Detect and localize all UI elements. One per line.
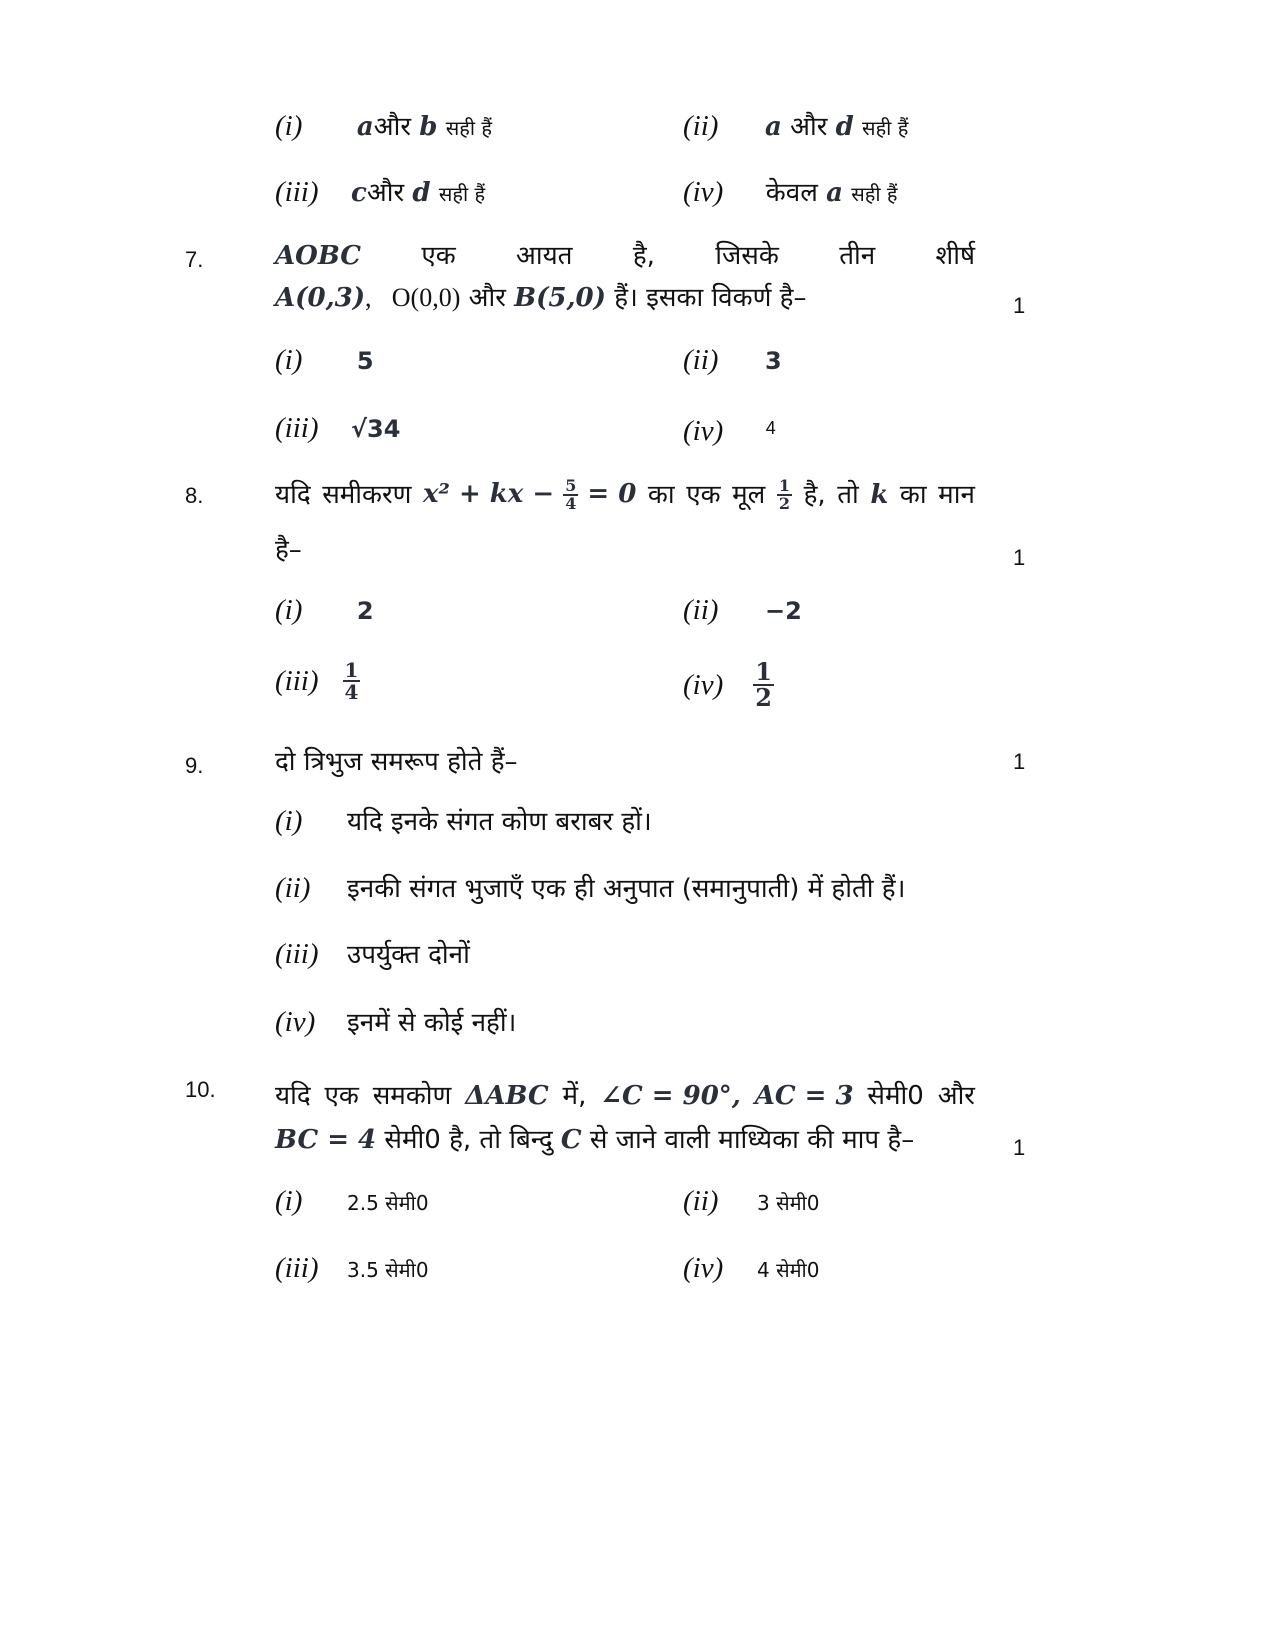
option-text: इनमें से कोई नहीं।	[347, 1008, 517, 1038]
q7-option-iii	[275, 412, 400, 445]
q10-math: ΔABC	[465, 1081, 549, 1111]
option-label: (iv)	[275, 1006, 316, 1038]
q10-line-1	[275, 1080, 975, 1112]
q6-option-iv	[683, 176, 898, 210]
math-var: d	[412, 178, 431, 208]
option-label: (ii)	[683, 344, 719, 376]
root-fraction	[777, 478, 792, 512]
q9-option-iv	[275, 1006, 516, 1039]
q7-word: AOBC	[275, 241, 361, 271]
q7-option-i	[275, 344, 374, 377]
option-label: (ii)	[683, 110, 719, 142]
option-fraction	[343, 660, 361, 702]
option-label: (i)	[275, 1185, 303, 1217]
option-value: 3 सेमी0	[757, 1191, 820, 1215]
option-label: (i)	[275, 594, 303, 626]
option-value: 4	[765, 418, 776, 438]
option-text: सही हैं	[438, 182, 486, 206]
q7-word: जिसके	[715, 241, 779, 271]
marks: 1	[1013, 545, 1026, 570]
option-label: (i)	[275, 805, 303, 837]
option-label: (i)	[275, 110, 303, 142]
q8-word: समीकरण	[322, 480, 412, 510]
q6-option-ii	[683, 110, 908, 144]
option-text: इनकी संगत भुजाएँ एक ही अनुपात (समानुपाती) में होती हैं।	[347, 874, 906, 904]
math-point: O(0,0)	[391, 283, 461, 312]
q10-option-ii	[683, 1185, 819, 1219]
option-label: (iii)	[275, 938, 319, 970]
marks: 1	[1013, 293, 1026, 318]
fraction-denominator: 2	[755, 683, 772, 712]
q8-equation	[423, 478, 636, 512]
option-text: और	[366, 178, 405, 208]
comma: ,	[365, 283, 372, 312]
q9-option-ii	[275, 872, 905, 905]
q10-text: से जाने वाली माध्यिका की माप है–	[589, 1125, 915, 1155]
q7-and: और	[468, 283, 506, 313]
q6-option-iii	[275, 176, 485, 210]
option-label: (i)	[275, 344, 303, 376]
q9-option-i	[275, 805, 652, 838]
fraction-denominator: 4	[565, 494, 577, 513]
q7-line-1	[275, 240, 975, 272]
math-var: b	[419, 112, 438, 142]
option-label: (iv)	[683, 1252, 724, 1284]
q8-line-2: है–	[275, 535, 302, 565]
q8-word: तो	[837, 480, 859, 510]
q10-math: AC = 3	[754, 1081, 854, 1111]
q8-word: है,	[803, 480, 826, 510]
option-label: (ii)	[683, 1185, 719, 1217]
fraction-denominator: 4	[344, 680, 359, 704]
option-label: (iv)	[683, 176, 724, 208]
option-label: (iii)	[275, 412, 319, 444]
q7-option-ii	[683, 344, 782, 377]
option-fraction	[753, 657, 774, 712]
math-var: C	[560, 1125, 582, 1155]
option-label: (ii)	[275, 872, 311, 904]
math-point: B(5,0)	[514, 283, 606, 313]
fraction-numerator: 1	[344, 658, 359, 682]
option-text: और	[790, 112, 828, 142]
q10-math: ∠C = 90°,	[600, 1081, 741, 1111]
q7-word: एक	[421, 241, 456, 271]
question-number: 8.	[185, 483, 204, 508]
q10-word: यदि	[275, 1081, 311, 1111]
option-text: केवल	[765, 178, 818, 208]
q10-option-iv	[683, 1252, 819, 1286]
q9-option-iii	[275, 938, 470, 971]
option-text: सही हैं	[445, 116, 493, 140]
option-label: (iii)	[275, 1252, 319, 1284]
q10-line-2	[275, 1124, 914, 1156]
question-number: 9.	[185, 753, 204, 778]
q8-option-iii	[275, 660, 360, 702]
equation-right: = 0	[587, 479, 637, 509]
q10-word: और	[937, 1081, 975, 1111]
q8-word: मान	[938, 480, 975, 510]
option-value: 4 सेमी0	[757, 1258, 820, 1282]
option-label: (iii)	[275, 665, 319, 697]
math-var: a	[826, 178, 843, 208]
q6-option-i	[275, 110, 492, 144]
q10-option-i	[275, 1185, 429, 1219]
q8-word: एक	[686, 480, 721, 510]
option-text: उपर्युक्त दोनों	[347, 940, 470, 970]
q10-word: समकोण	[372, 1081, 452, 1111]
q8-word: का	[647, 480, 675, 510]
fraction-numerator: 5	[565, 476, 577, 495]
q8-word: का	[899, 480, 927, 510]
q7-word: है,	[632, 241, 655, 271]
option-value: √34	[351, 415, 401, 443]
option-value: 3	[764, 347, 782, 375]
option-value: 5	[356, 347, 374, 375]
option-label: (ii)	[683, 594, 719, 626]
option-value: 3.5 सेमी0	[347, 1258, 429, 1282]
equation-left: x² + kx −	[423, 479, 555, 509]
q7-option-iv	[683, 412, 776, 448]
marks: 1	[1013, 749, 1026, 774]
math-var: a	[356, 112, 374, 142]
math-var: a	[764, 112, 782, 142]
q8-option-i	[275, 594, 374, 627]
option-label: (iii)	[275, 176, 319, 208]
q9-question: दो त्रिभुज समरूप होते हैं–	[275, 747, 518, 777]
q10-math: BC = 4	[275, 1125, 377, 1155]
q8-option-ii	[683, 594, 802, 627]
option-text: सही हैं	[851, 182, 898, 206]
question-number: 10.	[185, 1077, 216, 1102]
option-text: सही हैं	[862, 116, 909, 140]
q8-option-iv	[683, 657, 774, 712]
math-var: k	[870, 480, 889, 510]
option-label: (iv)	[683, 669, 724, 701]
marks: 1	[1013, 1135, 1026, 1160]
q10-word: में,	[562, 1081, 587, 1111]
q10-option-iii	[275, 1252, 429, 1286]
math-point: A(0,3)	[275, 283, 366, 313]
option-value: 2.5 सेमी0	[347, 1191, 429, 1215]
fraction-numerator: 1	[755, 657, 772, 686]
option-value: −2	[764, 597, 802, 625]
question-number: 7.	[185, 247, 204, 272]
option-text: यदि इनके संगत कोण बराबर हों।	[347, 807, 652, 837]
q7-line-2	[275, 282, 806, 314]
math-var: d	[835, 112, 854, 142]
fraction-numerator: 1	[778, 476, 790, 495]
q7-word: शीर्ष	[935, 241, 975, 271]
q7-tail: हैं। इसका विकर्ण है–	[614, 283, 807, 313]
q10-text: सेमी0 है, तो बिन्दु	[384, 1125, 553, 1155]
option-value: 2	[356, 597, 374, 625]
math-var: c	[351, 178, 367, 208]
q10-word: सेमी0	[867, 1081, 924, 1111]
option-label: (iv)	[683, 415, 724, 447]
q10-word: एक	[324, 1081, 359, 1111]
q7-word: तीन	[839, 241, 876, 271]
equation-fraction	[563, 478, 578, 512]
q7-word: आयत	[516, 241, 573, 271]
option-text: और	[373, 112, 411, 142]
q8-line-1	[275, 478, 975, 512]
q8-word: मूल	[732, 480, 766, 510]
q8-word: यदि	[275, 480, 311, 510]
fraction-denominator: 2	[778, 494, 790, 513]
